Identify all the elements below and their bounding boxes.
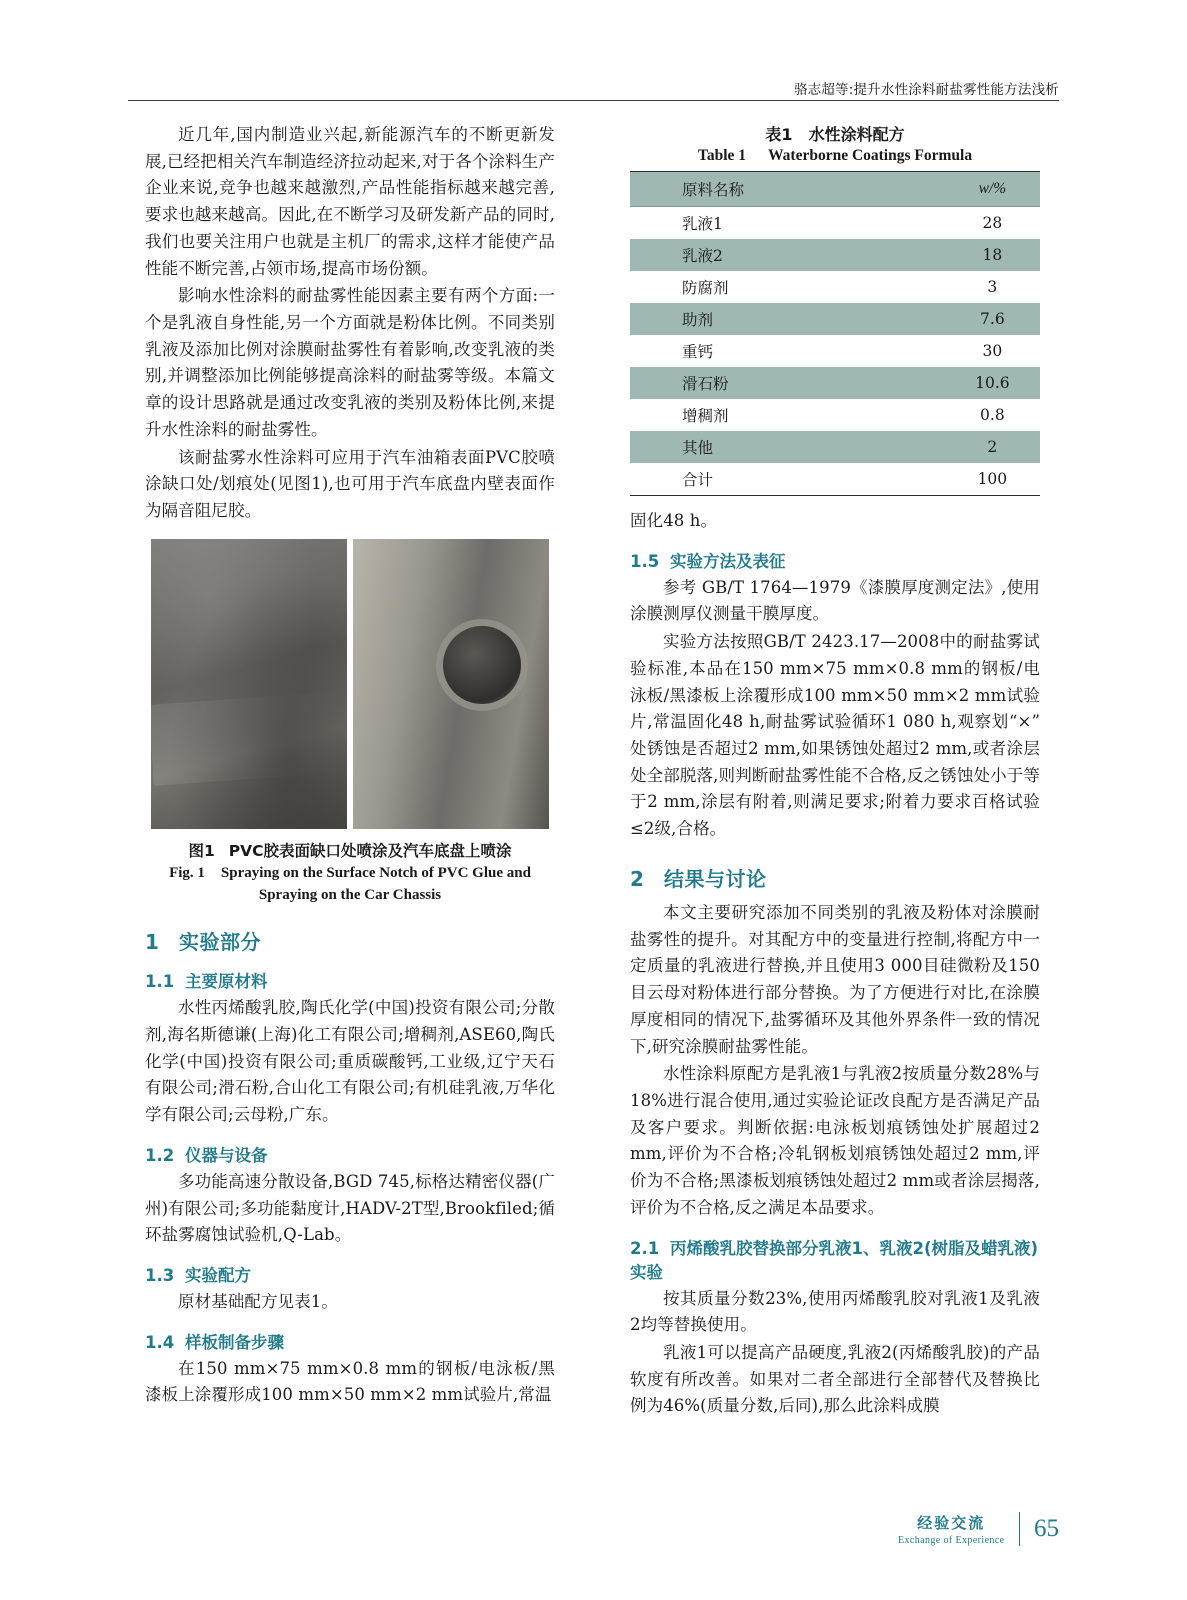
running-head: 骆志超等:提升水性涂料耐盐雾性能方法浅析: [793, 82, 1059, 98]
table-row: [630, 431, 1040, 463]
table-row: [630, 399, 1040, 431]
figure-caption-en-line2: Spraying on the Car Chassis: [258, 886, 442, 903]
footer-divider: [1019, 1512, 1021, 1546]
table-row: [630, 239, 1040, 271]
photo-pvc-glue-notch: [151, 539, 347, 829]
section-heading-2: [630, 863, 1040, 892]
page-number: 65: [1034, 1515, 1059, 1542]
footer-section-label: [898, 1512, 1005, 1546]
left-column: [145, 122, 555, 1410]
paragraph: 乳液1可以提高产品硬度,乳液2(丙烯酸乳胶)的产品软度有所改善。如果对二者全部进行全部替代及替换比例为46%(质量分数,后同),那么此涂料成膜: [630, 1342, 1040, 1416]
photo-car-chassis: [353, 539, 549, 829]
section-title: 实验部分: [179, 930, 261, 955]
subsection-heading-1-2: [145, 1142, 555, 1166]
right-column: [630, 122, 1040, 1421]
table-cell-material: 助剂: [630, 303, 945, 335]
paragraph: 近几年,国内制造业兴起,新能源汽车的不断更新发展,已经把相关汽车制造经济拉动起来,对于各个涂料生产企业来说,竞争也越来越激烈,产品性能指标越来越完善,要求也越来越高。因此,在不断学习及研发新产品的同时,我们也要关注用户也就是主机厂的需求,这样才能使产品性能不断完善,占领市场,提高市场份额。: [145, 125, 555, 278]
table-cell-value: 3: [945, 271, 1040, 303]
table-cell-value: 28: [945, 207, 1040, 240]
subsection-title: 仪器与设备: [185, 1145, 268, 1165]
figure-caption-cn: [145, 839, 555, 861]
header-rule: [128, 100, 1059, 101]
figure-caption-cn-text: PVC胶表面缺口处喷涂及汽车底盘上喷涂: [228, 841, 512, 860]
subsection-title: 实验配方: [185, 1266, 251, 1286]
table-waterborne-coatings-formula: [630, 171, 1040, 496]
paragraph: 水性涂料原配方是乳液1与乳液2按质量分数28%与18%进行混合使用,通过实验论证改良配方是否满足产品及客户要求。判断依据:电泳板划痕锈蚀处扩展超过2 mm,评价为不合格;冷轧钢板划痕锈蚀处超过2 mm,评价为不合格;黑漆板划痕锈蚀处超过2 mm或者涂层揭落,评价为不合格,反之满足本品要求。: [630, 1064, 1040, 1217]
table-cell-material: 滑石粉: [630, 367, 945, 399]
table-header-row: [630, 172, 1040, 207]
figure-number-en: Fig. 1: [169, 864, 205, 881]
table-row: [630, 463, 1040, 496]
section-heading-1: [145, 926, 555, 955]
section-title: 结果与讨论: [664, 866, 767, 891]
paragraph: 实验方法按照GB/T 2423.17—2008中的耐盐雾试验标准,本品在150 mm×75 mm×0.8 mm的钢板/电泳板/黑漆板上涂覆形成100 mm×50 mm×2 mm试验片,常温固化48 h,耐盐雾试验循环1 080 h,观察划“×”处锈蚀是否超过2 mm,如果锈蚀处超过2 mm,或者涂层处全部脱落,则判断耐盐雾性能不合格,反之锈蚀处小于等于2 mm,涂层有附着,则满足要求;附着力要求百格试验≤2级,合格。: [630, 632, 1040, 839]
subsection-title: 丙烯酸乳胶替换部分乳液1、乳液2(树脂及蜡乳液)实验: [630, 1238, 1039, 1282]
subsection-number: 1.2: [145, 1145, 175, 1165]
table-cell-material: 乳液2: [630, 239, 945, 271]
table-cell-value: 18: [945, 239, 1040, 271]
table-column-header-material: 原料名称: [630, 172, 945, 207]
paragraph: 该耐盐雾水性涂料可应用于汽车油箱表面PVC胶喷涂缺口处/划痕处(见图1),也可用于汽车底盘内壁表面作为隔音阻尼胶。: [145, 447, 555, 521]
subsection-heading-1-5: [630, 548, 1040, 572]
paragraph: 本文主要研究添加不同类别的乳液及粉体对涂膜耐盐雾性的提升。对其配方中的变量进行控制,将配方中一定质量的乳液进行替换,并且使用3 000目硅微粉及150目云母对粉体进行部分替换。为了方便进行对比,在涂膜厚度相同的情况下,盐雾循环及其他外界条件一致的情况下,研究涂膜耐盐雾性能。: [630, 902, 1040, 1056]
paragraph: 原材基础配方见表1。: [178, 1292, 338, 1312]
table-row: [630, 303, 1040, 335]
table-row: [630, 335, 1040, 367]
subsection-number: 1.4: [145, 1332, 175, 1352]
figure-1: [145, 539, 555, 907]
page-footer: [898, 1512, 1059, 1546]
subsection-number: 1.5: [630, 551, 660, 571]
paragraph: 按其质量分数23%,使用丙烯酸乳胶对乳液1及乳液2均等替换使用。: [630, 1288, 1040, 1335]
table-row: [630, 367, 1040, 399]
subsection-title: 主要原材料: [185, 972, 268, 992]
table-cell-material: 合计: [630, 463, 945, 496]
footer-label-cn: 经验交流: [917, 1514, 986, 1532]
table-title-en-text: Waterborne Coatings Formula: [768, 147, 973, 164]
paragraph-continuation: 固化48 h。: [630, 511, 718, 530]
subsection-heading-2-1: [630, 1235, 1040, 1283]
subsection-heading-1-1: [145, 968, 555, 992]
paragraph: 在150 mm×75 mm×0.8 mm的钢板/电泳板/黑漆板上涂覆形成100 mm×50 mm×2 mm试验片,常温: [145, 1358, 555, 1405]
table-title-en: [630, 147, 1040, 165]
subsection-number: 1.3: [145, 1266, 175, 1286]
subsection-heading-1-3: [145, 1262, 555, 1286]
table-cell-value: 100: [945, 463, 1040, 496]
paragraph: 多功能高速分散设备,BGD 745,标格达精密仪器(广州)有限公司;多功能黏度计,HADV-2T型,Brookfiled;循环盐雾腐蚀试验机,Q-Lab。: [145, 1171, 555, 1245]
table-cell-value: 0.8: [945, 399, 1040, 431]
table-title-cn-text: 水性涂料配方: [808, 125, 905, 144]
figure-caption-en: [145, 863, 555, 907]
paragraph: 影响水性涂料的耐盐雾性能因素主要有两个方面:一个是乳液自身性能,另一个方面就是粉体比例。不同类别乳液及添加比例对涂膜耐盐雾性有着影响,改变乳液的类别,并调整添加比例能够提高涂料的耐盐雾等级。本篇文章的设计思路就是通过改变乳液的类别及粉体比例,来提升水性涂料的耐盐雾性。: [145, 286, 555, 439]
table-cell-value: 7.6: [945, 303, 1040, 335]
subsection-title: 实验方法及表征: [670, 551, 786, 571]
table-row: [630, 207, 1040, 240]
subsection-number: 2.1: [630, 1238, 660, 1258]
table-cell-material: 增稠剂: [630, 399, 945, 431]
section-number: 2: [630, 866, 645, 891]
figure-caption-en-line1: Spraying on the Surface Notch of PVC Glue and: [220, 864, 531, 881]
table-column-header-mass-fraction: w/%: [945, 172, 1040, 207]
table-cell-material: 其他: [630, 431, 945, 463]
table-cell-value: 2: [945, 431, 1040, 463]
subsection-title: 样板制备步骤: [185, 1332, 284, 1352]
table-title-cn: [630, 122, 1040, 145]
subsection-heading-1-4: [145, 1329, 555, 1353]
section-number: 1: [145, 930, 160, 955]
table-cell-material: 防腐剂: [630, 271, 945, 303]
table-cell-value: 10.6: [945, 367, 1040, 399]
paragraph: 参考 GB/T 1764—1979《漆膜厚度测定法》,使用涂膜测厚仪测量干膜厚度。: [630, 577, 1040, 624]
subsection-number: 1.1: [145, 972, 175, 992]
paragraph: 水性丙烯酸乳胶,陶氏化学(中国)投资有限公司;分散剂,海名斯德谦(上海)化工有限公司;增稠剂,ASE60,陶氏化学(中国)投资有限公司;重质碳酸钙,工业级,辽宁天石有限公司;滑石粉,合山化工有限公司;有机硅乳液,万华化学有限公司;云母粉,广东。: [145, 998, 555, 1125]
table-number-cn: 表1: [765, 125, 793, 144]
table-row: [630, 271, 1040, 303]
table-cell-material: 重钙: [630, 335, 945, 367]
figure-number-cn: 图1: [188, 841, 215, 860]
table-cell-value: 30: [945, 335, 1040, 367]
table-number-en: Table 1: [697, 147, 747, 164]
table-cell-material: 乳液1: [630, 207, 945, 240]
figure-images: [145, 539, 555, 829]
footer-label-en: Exchange of Experience: [897, 1535, 1005, 1546]
